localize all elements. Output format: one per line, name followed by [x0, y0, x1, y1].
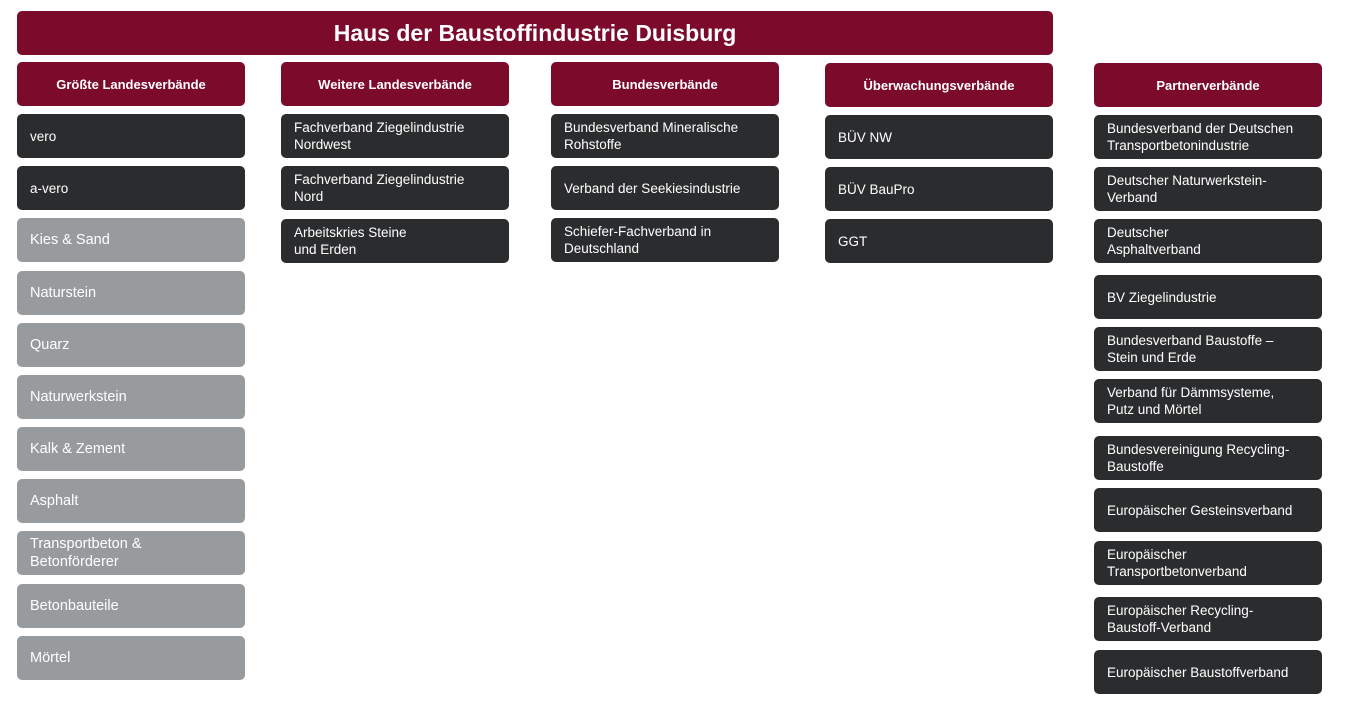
node-box: Asphalt [17, 479, 245, 523]
node-box: Bundesverband der Deutschen Transportbetonindustrie [1094, 115, 1322, 159]
node-box: Quarz [17, 323, 245, 367]
node-box: BÜV BauPro [825, 167, 1053, 211]
node-box: Fachverband Ziegelindustrie Nord [281, 166, 509, 210]
node-box: Europäischer Baustoffverband [1094, 650, 1322, 694]
node-box: Naturwerkstein [17, 375, 245, 419]
node-box: Betonbauteile [17, 584, 245, 628]
node-box: Naturstein [17, 271, 245, 315]
node-box: Schiefer-Fachverband in Deutschland [551, 218, 779, 262]
node-box: Kalk & Zement [17, 427, 245, 471]
node-box: vero [17, 114, 245, 158]
node-box: BV Ziegelindustrie [1094, 275, 1322, 319]
column-header: Partnerverbände [1094, 63, 1322, 107]
node-box: Mörtel [17, 636, 245, 680]
diagram-title: Haus der Baustoffindustrie Duisburg [17, 11, 1053, 55]
node-box: Kies & Sand [17, 218, 245, 262]
node-box: Arbeitskries Steine und Erden [281, 219, 509, 263]
node-box: Europäischer Gesteinsverband [1094, 488, 1322, 532]
node-box: Fachverband Ziegelindustrie Nordwest [281, 114, 509, 158]
node-box: Europäischer Transportbetonverband [1094, 541, 1322, 585]
node-box: GGT [825, 219, 1053, 263]
node-box: BÜV NW [825, 115, 1053, 159]
node-box: Transportbeton & Betonförderer [17, 531, 245, 575]
node-box: Deutscher Asphaltverband [1094, 219, 1322, 263]
column-header: Überwachungsverbände [825, 63, 1053, 107]
node-box: Deutscher Naturwerkstein- Verband [1094, 167, 1322, 211]
node-box: Bundesverband Baustoffe – Stein und Erde [1094, 327, 1322, 371]
column-header: Weitere Landesverbände [281, 62, 509, 106]
node-box: Europäischer Recycling- Baustoff-Verband [1094, 597, 1322, 641]
column-header: Bundesverbände [551, 62, 779, 106]
node-box: Bundesverband Mineralische Rohstoffe [551, 114, 779, 158]
column-header: Größte Landesverbände [17, 62, 245, 106]
node-box: a-vero [17, 166, 245, 210]
node-box: Verband der Seekiesindustrie [551, 166, 779, 210]
node-box: Verband für Dämmsysteme, Putz und Mörtel [1094, 379, 1322, 423]
node-box: Bundesvereinigung Recycling- Baustoffe [1094, 436, 1322, 480]
